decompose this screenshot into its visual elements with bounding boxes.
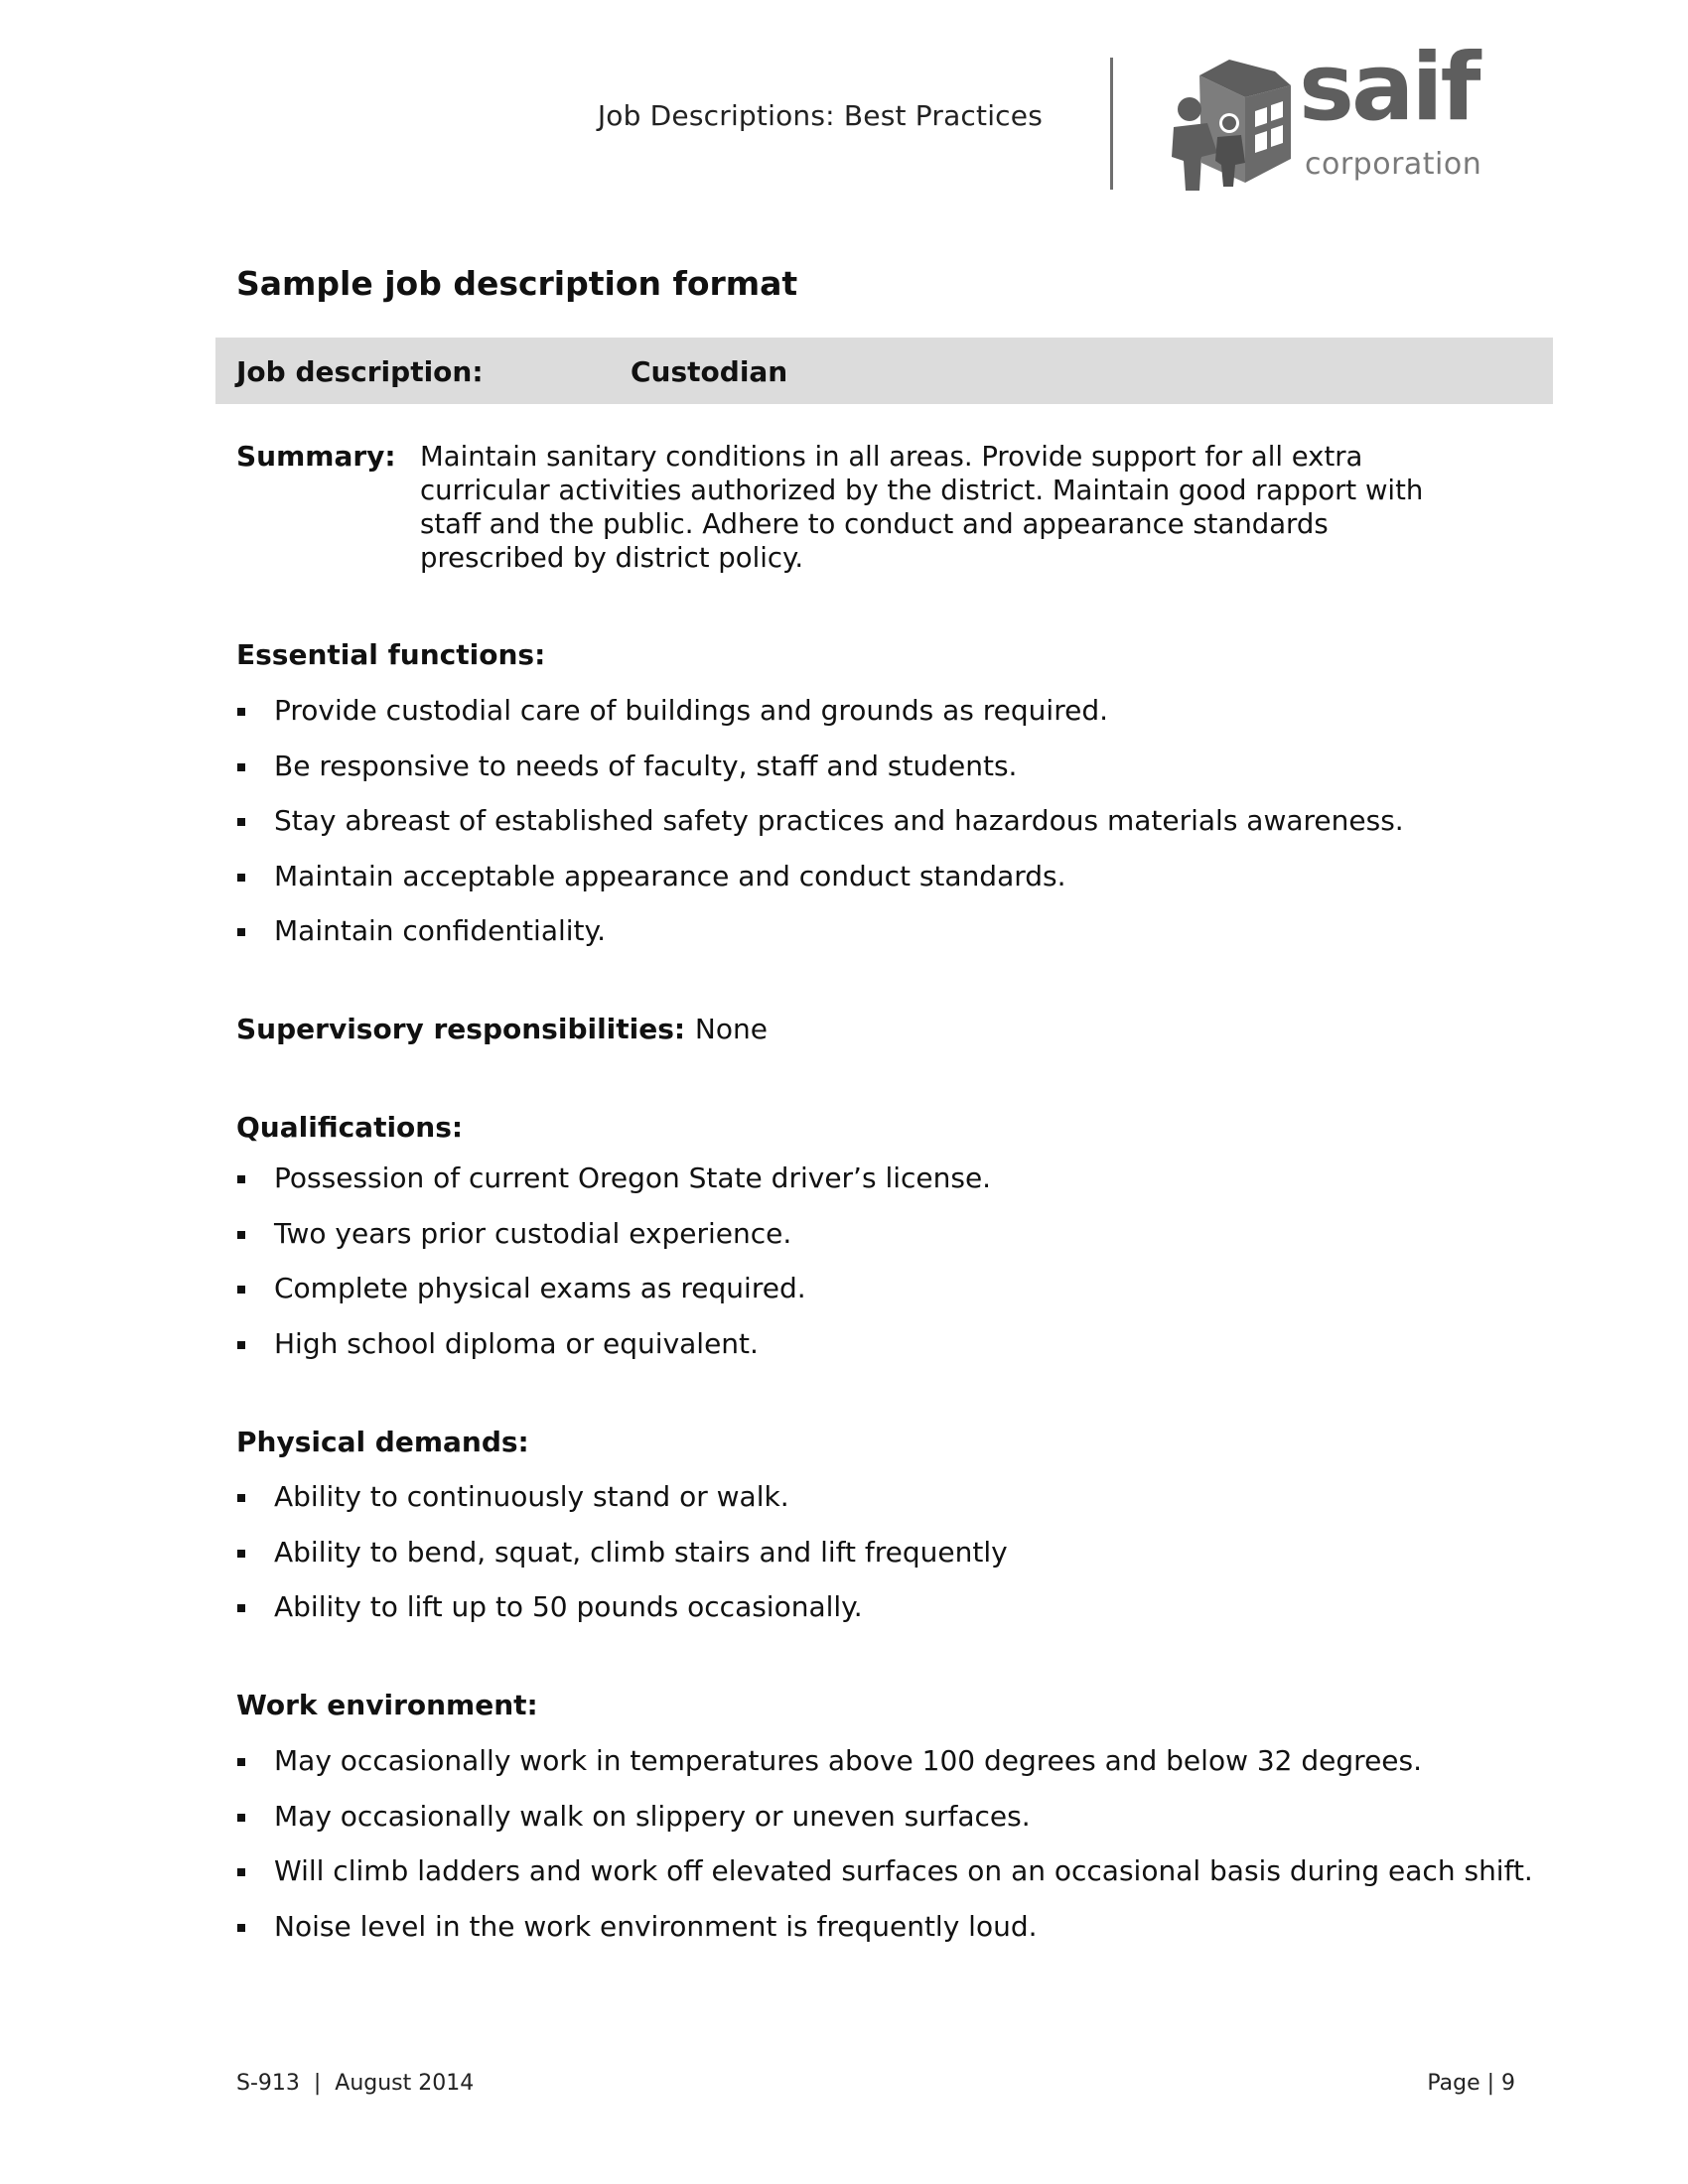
supervisory-line <box>236 1013 768 1045</box>
list-item <box>236 1854 1567 1910</box>
job-description-label: Job description: <box>236 355 484 388</box>
list-item-text: Maintain acceptable appearance and conduct standards. <box>274 859 1066 892</box>
supervisory-value: None <box>694 1013 768 1045</box>
bullet-icon <box>237 1286 245 1294</box>
summary-text: Maintain sanitary conditions in all areas. Provide support for all extra curricular activities authorized by the district. Maintain good rapport with staff and the public. Adhere to conduct and appearance standards prescribed by district policy. <box>420 441 1424 574</box>
bullet-icon <box>237 1231 245 1239</box>
bullet-icon <box>237 708 245 716</box>
list-item-text: Noise level in the work environment is frequently loud. <box>274 1909 1038 1943</box>
list-item <box>236 1272 1567 1327</box>
bullet-icon <box>237 1868 245 1876</box>
list-item <box>236 1590 1567 1646</box>
job-description-bar <box>215 338 1553 404</box>
bullet-icon <box>237 1814 245 1822</box>
job-description-value: Custodian <box>631 355 788 388</box>
list-item <box>236 694 1567 750</box>
list-item-text: May occasionally work in temperatures above 100 degrees and below 32 degrees. <box>274 1744 1423 1777</box>
list-item <box>236 1744 1567 1800</box>
list-item <box>236 804 1567 860</box>
header-divider <box>1110 58 1113 190</box>
qualifications-title: Qualifications: <box>236 1111 464 1144</box>
qualifications-list <box>236 1161 1567 1382</box>
bullet-icon <box>237 1924 245 1932</box>
bullet-icon <box>237 1175 245 1183</box>
supervisory-title: Supervisory responsibilities: <box>236 1013 686 1045</box>
logo-wordmark: saif <box>1299 34 1478 142</box>
list-item-text: Ability to continuously stand or walk. <box>274 1480 789 1513</box>
physical-demands-title: Physical demands: <box>236 1426 529 1458</box>
list-item-text: Possession of current Oregon State driver’s license. <box>274 1161 992 1194</box>
list-item <box>236 1161 1567 1217</box>
footer-page-number: Page | 9 <box>1427 2071 1515 2096</box>
bullet-icon <box>237 1604 245 1612</box>
list-item-text: Stay abreast of established safety practices and hazardous materials awareness. <box>274 804 1404 837</box>
list-item <box>236 1910 1567 1966</box>
bullet-icon <box>237 1494 245 1502</box>
essential-functions-title: Essential functions: <box>236 638 546 671</box>
list-item-text: Two years prior custodial experience. <box>274 1216 792 1250</box>
bullet-icon <box>237 818 245 826</box>
list-item <box>236 1800 1567 1855</box>
physical-demands-list <box>236 1480 1567 1646</box>
logo-subtitle: corporation <box>1305 147 1482 182</box>
list-item-text: Maintain confidentiality. <box>274 914 606 947</box>
bullet-icon <box>237 1758 245 1766</box>
list-item-text: Ability to bend, squat, climb stairs and lift frequently <box>274 1535 1008 1569</box>
list-item-text: Be responsive to needs of faculty, staff and students. <box>274 749 1018 782</box>
work-environment-title: Work environment: <box>236 1689 538 1721</box>
bullet-icon <box>237 1550 245 1558</box>
work-environment-list <box>236 1744 1567 1965</box>
page-title: Sample job description format <box>236 264 798 303</box>
list-item-text: High school diploma or equivalent. <box>274 1326 759 1360</box>
list-item <box>236 750 1567 805</box>
list-item <box>236 1480 1567 1536</box>
list-item-text: Will climb ladders and work off elevated surfaces on an occasional basis during each shift. <box>274 1854 1533 1887</box>
list-item-text: Ability to lift up to 50 pounds occasionally. <box>274 1590 863 1623</box>
bullet-icon <box>237 874 245 882</box>
list-item <box>236 914 1567 970</box>
footer-doc-id: S-913 | August 2014 <box>236 2071 475 2096</box>
bullet-icon <box>237 1341 245 1349</box>
saif-logo <box>1172 34 1482 195</box>
bullet-icon <box>237 763 245 771</box>
building-people-icon <box>1172 58 1301 193</box>
list-item <box>236 1536 1567 1591</box>
list-item <box>236 1217 1567 1273</box>
list-item <box>236 860 1567 915</box>
list-item <box>236 1327 1567 1383</box>
summary-label: Summary: <box>236 440 396 473</box>
header-title: Job Descriptions: Best Practices <box>597 99 1043 132</box>
essential-functions-list <box>236 694 1567 970</box>
bullet-icon <box>237 928 245 936</box>
list-item-text: May occasionally walk on slippery or uneven surfaces. <box>274 1799 1031 1833</box>
list-item-text: Provide custodial care of buildings and grounds as required. <box>274 694 1108 727</box>
list-item-text: Complete physical exams as required. <box>274 1272 806 1304</box>
